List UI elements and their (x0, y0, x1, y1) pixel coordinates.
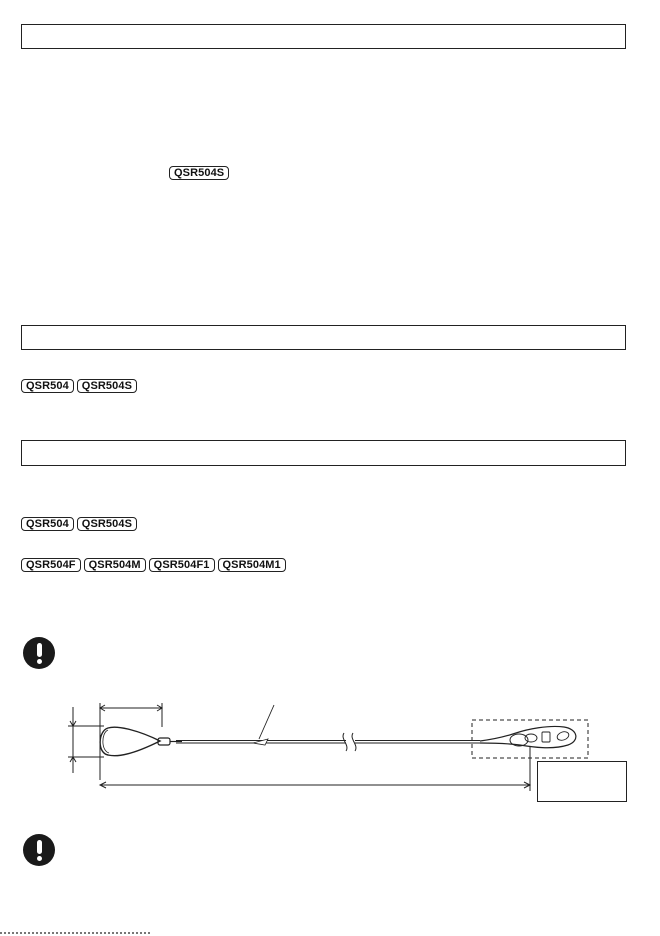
section-header-box-3 (21, 440, 626, 466)
model-badge: QSR504S (77, 517, 137, 531)
model-badge: QSR504M1 (218, 558, 286, 572)
end-fitting (480, 726, 576, 747)
section-header-box-1 (21, 24, 626, 49)
model-badge: QSR504M (84, 558, 146, 572)
model-badge-row-4 (21, 558, 286, 572)
model-badge-row-1 (169, 166, 229, 180)
model-badge: QSR504 (21, 517, 74, 531)
model-badge: QSR504F1 (149, 558, 215, 572)
mandatory-action-icon (23, 637, 55, 669)
footer-fragment (0, 926, 160, 936)
leader-line (259, 705, 274, 739)
diagram-label-box (537, 761, 627, 802)
model-badge: QSR504 (21, 379, 74, 393)
section-header-box-2 (21, 325, 626, 350)
model-badge-row-3 (21, 517, 137, 531)
model-badge-row-2 (21, 379, 137, 393)
model-badge: QSR504S (77, 379, 137, 393)
rope-loop (100, 727, 160, 755)
mandatory-action-icon (23, 834, 55, 866)
model-badge: QSR504S (169, 166, 229, 180)
model-badge: QSR504F (21, 558, 81, 572)
break-mark (343, 733, 347, 751)
